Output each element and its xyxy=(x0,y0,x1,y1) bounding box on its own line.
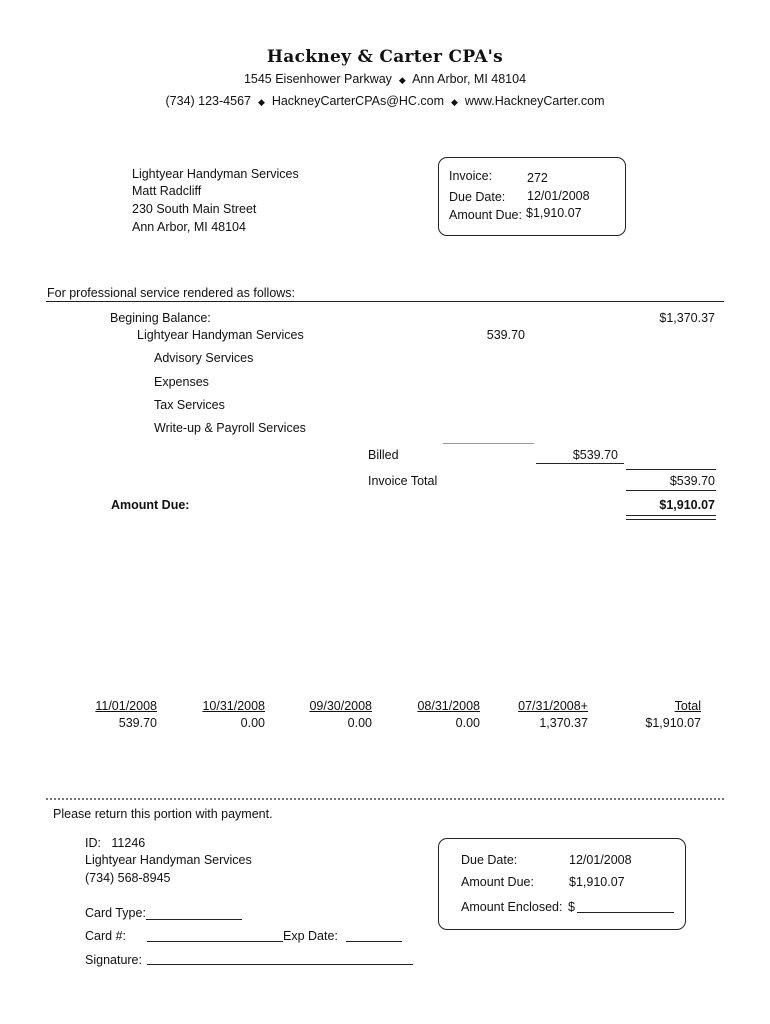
amount-due-label: Amount Due: xyxy=(449,208,522,222)
firm-address-line xyxy=(0,72,770,86)
billed-label: Billed xyxy=(368,448,399,462)
invoice-total-label: Invoice Total xyxy=(368,474,438,488)
remit-due-date-label: Due Date: xyxy=(461,853,518,867)
remit-client-name: Lightyear Handyman Services xyxy=(85,853,252,867)
invoice-total-top-rule xyxy=(626,469,716,470)
diamond-separator-icon: ◆ xyxy=(450,97,458,107)
signature-field[interactable] xyxy=(147,964,413,965)
card-number-field[interactable] xyxy=(147,941,283,942)
amount-enclosed-label: Amount Enclosed: xyxy=(461,900,563,914)
firm-city: Ann Arbor, MI 48104 xyxy=(412,72,527,86)
exp-date-label: Exp Date: xyxy=(283,929,338,943)
aging-date: 09/30/2008 xyxy=(309,699,372,713)
invoice-number-value: 272 xyxy=(527,171,548,185)
total-amount-due-value: $1,910.07 xyxy=(659,498,715,512)
diamond-separator-icon: ◆ xyxy=(398,75,406,85)
service-item: Advisory Services xyxy=(154,351,254,365)
card-type-label: Card Type: xyxy=(85,906,146,920)
service-item: Expenses xyxy=(154,375,209,389)
exp-date-field[interactable] xyxy=(346,941,402,942)
client-contact: Matt Radcliff xyxy=(132,184,202,198)
total-amount-due-label: Amount Due: xyxy=(111,498,190,512)
subtotal-rule xyxy=(443,443,534,444)
firm-phone: (734) 123-4567 xyxy=(165,94,251,108)
due-date-value: 12/01/2008 xyxy=(527,189,590,203)
billed-value: $539.70 xyxy=(572,448,618,462)
amount-enclosed-currency: $ xyxy=(568,900,575,914)
aging-amount: 0.00 xyxy=(455,716,480,730)
remit-id-value: 11246 xyxy=(111,836,146,850)
remit-due-date-value: 12/01/2008 xyxy=(569,853,632,867)
aging-amount: 1,370.37 xyxy=(539,716,588,730)
firm-contact-line xyxy=(0,94,770,108)
invoice-number-label: Invoice: xyxy=(449,169,493,183)
aging-date: 07/31/2008+ xyxy=(518,699,588,713)
amount-due-value: $1,910.07 xyxy=(526,206,582,220)
remit-id-label: ID: xyxy=(85,836,101,850)
divider xyxy=(46,301,724,302)
aging-date: 10/31/2008 xyxy=(202,699,265,713)
beginning-balance-label: Begining Balance: xyxy=(110,311,211,325)
client-name: Lightyear Handyman Services xyxy=(132,167,299,181)
client-city: Ann Arbor, MI 48104 xyxy=(132,220,246,234)
remit-client-phone: (734) 568-8945 xyxy=(85,871,171,885)
firm-name: Hackney & Carter CPA's xyxy=(266,47,504,67)
remit-amount-due-value: $1,910.07 xyxy=(569,875,625,889)
beginning-balance-value: $1,370.37 xyxy=(659,311,715,325)
remit-id xyxy=(85,836,145,850)
client-street: 230 South Main Street xyxy=(132,202,257,216)
service-item: Tax Services xyxy=(154,398,225,412)
card-type-field[interactable] xyxy=(146,907,242,920)
client-line-label: Lightyear Handyman Services xyxy=(137,328,304,342)
client-line-value: 539.70 xyxy=(486,328,525,342)
tear-off-line xyxy=(46,798,724,800)
services-intro: For professional service rendered as follows: xyxy=(47,286,296,300)
double-rule-top xyxy=(626,515,716,516)
double-rule-bottom xyxy=(626,519,716,520)
billed-rule xyxy=(536,463,624,464)
service-item: Write-up & Payroll Services xyxy=(154,421,306,435)
card-type-row xyxy=(85,906,242,920)
remit-instruction: Please return this portion with payment. xyxy=(53,807,273,821)
aging-amount: 539.70 xyxy=(118,716,157,730)
firm-street: 1545 Eisenhower Parkway xyxy=(243,72,392,86)
firm-email: HackneyCarterCPAs@HC.com xyxy=(271,94,445,108)
aging-amount: 0.00 xyxy=(347,716,372,730)
aging-date: 08/31/2008 xyxy=(417,699,480,713)
aging-amount: 0.00 xyxy=(240,716,265,730)
signature-label: Signature: xyxy=(85,953,142,967)
invoice-total-rule xyxy=(626,490,716,491)
remit-amount-due-label: Amount Due: xyxy=(461,875,534,889)
firm-website: www.HackneyCarter.com xyxy=(464,94,605,108)
aging-total-label: Total xyxy=(674,699,701,713)
due-date-label: Due Date: xyxy=(449,190,506,204)
aging-date: 11/01/2008 xyxy=(95,699,157,713)
diamond-separator-icon: ◆ xyxy=(257,97,265,107)
amount-enclosed-field[interactable] xyxy=(577,912,674,913)
aging-total-amount: $1,910.07 xyxy=(645,716,701,730)
invoice-total-value: $539.70 xyxy=(669,474,715,488)
card-number-label: Card #: xyxy=(85,929,126,943)
